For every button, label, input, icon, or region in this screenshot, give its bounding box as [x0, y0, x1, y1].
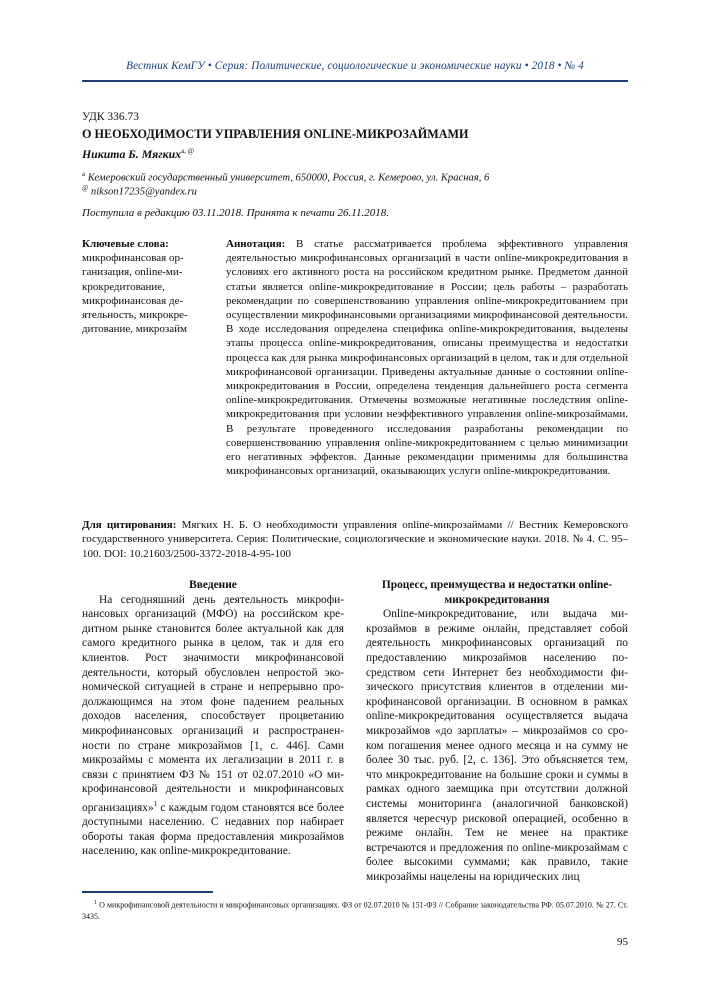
- footnote-reference[interactable]: 1: [153, 799, 158, 808]
- udk-code: УДК 336.73: [82, 111, 139, 123]
- footnote-separator-rule: [82, 891, 213, 893]
- body-column-right: [366, 578, 628, 884]
- author-label: Никита Б. Мягких: [82, 146, 182, 161]
- citation-text: Мягких Н. Б. О необходимости управления online-микрозаймами // Вестник Кемеровского государственного университета. Серия: Политические, социологические и экономические науки. 2018. № 4. С. 95–100. DOI: 10.21603/2500-3372-2018-4-95-100: [82, 519, 628, 560]
- page-number: 95: [617, 936, 628, 948]
- body-column-left: [82, 578, 344, 859]
- footnote-text-line: [82, 898, 628, 922]
- keywords-block: [82, 237, 206, 336]
- affiliation-marker: a: [82, 171, 86, 178]
- citation-label: Для цитирования:: [82, 519, 177, 531]
- keywords-text: микрофинансовая организация, online-микрокредитование, микрофинансовая деятельность, микрокредитование, микрозайм: [82, 252, 188, 336]
- author-affiliation-marks: a, @: [181, 147, 195, 155]
- footnote-text: О микрофинансовой деятельности и микрофинансовых организациях. ФЗ от 02.07.2010 № 151-ФЗ // Собрание законодательства РФ. 05.07.2010. № 27. Ст. 3435.: [82, 900, 628, 921]
- keywords-label: Ключевые слова:: [82, 238, 169, 250]
- abstract-label: Аннотация:: [226, 238, 286, 250]
- footnote-block: [82, 898, 628, 922]
- header-rule: [82, 80, 628, 82]
- email-marker: @: [82, 185, 89, 192]
- paragraph-introduction: [82, 593, 344, 859]
- submission-dates: Поступила в редакцию 03.11.2018. Принята к печати 26.11.2018.: [82, 207, 389, 219]
- title-block: [82, 110, 628, 162]
- citation-block: [82, 518, 628, 561]
- paragraph-process: Online-микрокредитование, или выдача микрозаймов в режиме онлайн, представляет собой деятельность микрофинансовых организаций по предоставлению микрозаймов населению посредством сети Интернет без необходимости физического присутствия клиентов в отделении микрофинансовой организации. В основном в рамках online-микрокредитования осуществляется выдача микрозаймов «до зарплаты» – микрозаймов со сроком погашения менее одного месяца и на сумму не более 30 тыс. руб. [2, с. 136]. Это объясняется тем, что микрокредитование на большие сроки и суммы в рамках одного заемщика при отсутствии должной системы мониторинга (аналогичной банковской) является чересчур рисковой операцией, особенно в режиме онлайн. Тем не менее на практике встречаются и предложения по online-микрозаймам с более высокими суммами; как правило, такие микрозаймы нацелены на юридических лиц: [366, 608, 628, 883]
- paragraph-text-part1: На сегодняшний день деятельность микрофинансовых организаций (МФО) на российском кредитном рынке становится более актуальной как для самого кредитного рынка в целом, так и для его клиентов. Рост значимости микрофинансовой деятельности, который обусловлен непростой экономической ситуацией в стране и непрерывно продолжающимся на этом фоне падением реальных доходов населения, способствует процветанию микрофинансовых организаций и распространенности по стране микрозаймов [1, с. 446]. Сами микрозаймы с момента их легализации в 2011 г. в связи с принятием ФЗ № 151 от 02.07.2010 «О микрофинансовой деятельности и микрофинансовых организациях»: [82, 593, 344, 814]
- section-heading-introduction: Введение: [189, 579, 237, 591]
- footnote-marker: 1: [94, 900, 97, 906]
- abstract-text: В статье рассматривается проблема эффективного управления деятельностью микрофинансовых организаций в части online-микрокредитования в условиях его активного роста на российском кредитном рынке. Предметом данной статьи является online-микрокредитование в России; цель работы – разработать рекомендации по совершенствованию управления online-микрокредитованием при осуществлении микрофинансовыми организациями микрофинансовой деятельности. В ходе исследования определена специфика online-микрокредитования, выделены этапы процесса online-микрокредитования, описаны преимущества и недостатки процесса как для рынка микрофинансовых организаций в целом, так и для отдельной микрофинансовой организации. Приведены актуальные данные о состоянии online-микрокредитования в России, определена тенденция дальнейшего роста сегмента online-микрокредитования. Отмечены возможные негативные последствия online-микрокредитования при условии неэффективного управления online-микрозаймами. В результате проведенного исследования разработаны рекомендации по совершенствованию управления online-микрокредитованием с целью минимизации его негативных эффектов. Данные рекомендации применимы для большинства микрофинансовых организаций, оказывающих услуги online-микрокредитования.: [226, 238, 628, 478]
- section-heading-process: Процесс, преимущества и недостатки online-микрокредитования: [381, 579, 613, 606]
- email-line: [82, 182, 628, 200]
- paragraph-text-part2: с каждым годом становятся все более доступными населению. С недавних пор набирает обороты такая форма предоставления микрозаймов населению, как online-микрокредитование.: [82, 801, 344, 858]
- page-title: О НЕОБХОДИМОСТИ УПРАВЛЕНИЯ ONLINE-МИКРОЗАЙМАМИ: [82, 127, 469, 141]
- affiliation-text: Кемеровский государственный университет, 650000, Россия, г. Кемерово, ул. Красная, 6: [87, 172, 490, 184]
- running-head: Вестник КемГУ • Серия: Политические, социологические и экономические науки • 2018 • № 4: [126, 60, 584, 72]
- author-name: [82, 143, 628, 162]
- abstract-block: [226, 237, 628, 478]
- email-address[interactable]: nikson17235@yandex.ru: [90, 186, 197, 198]
